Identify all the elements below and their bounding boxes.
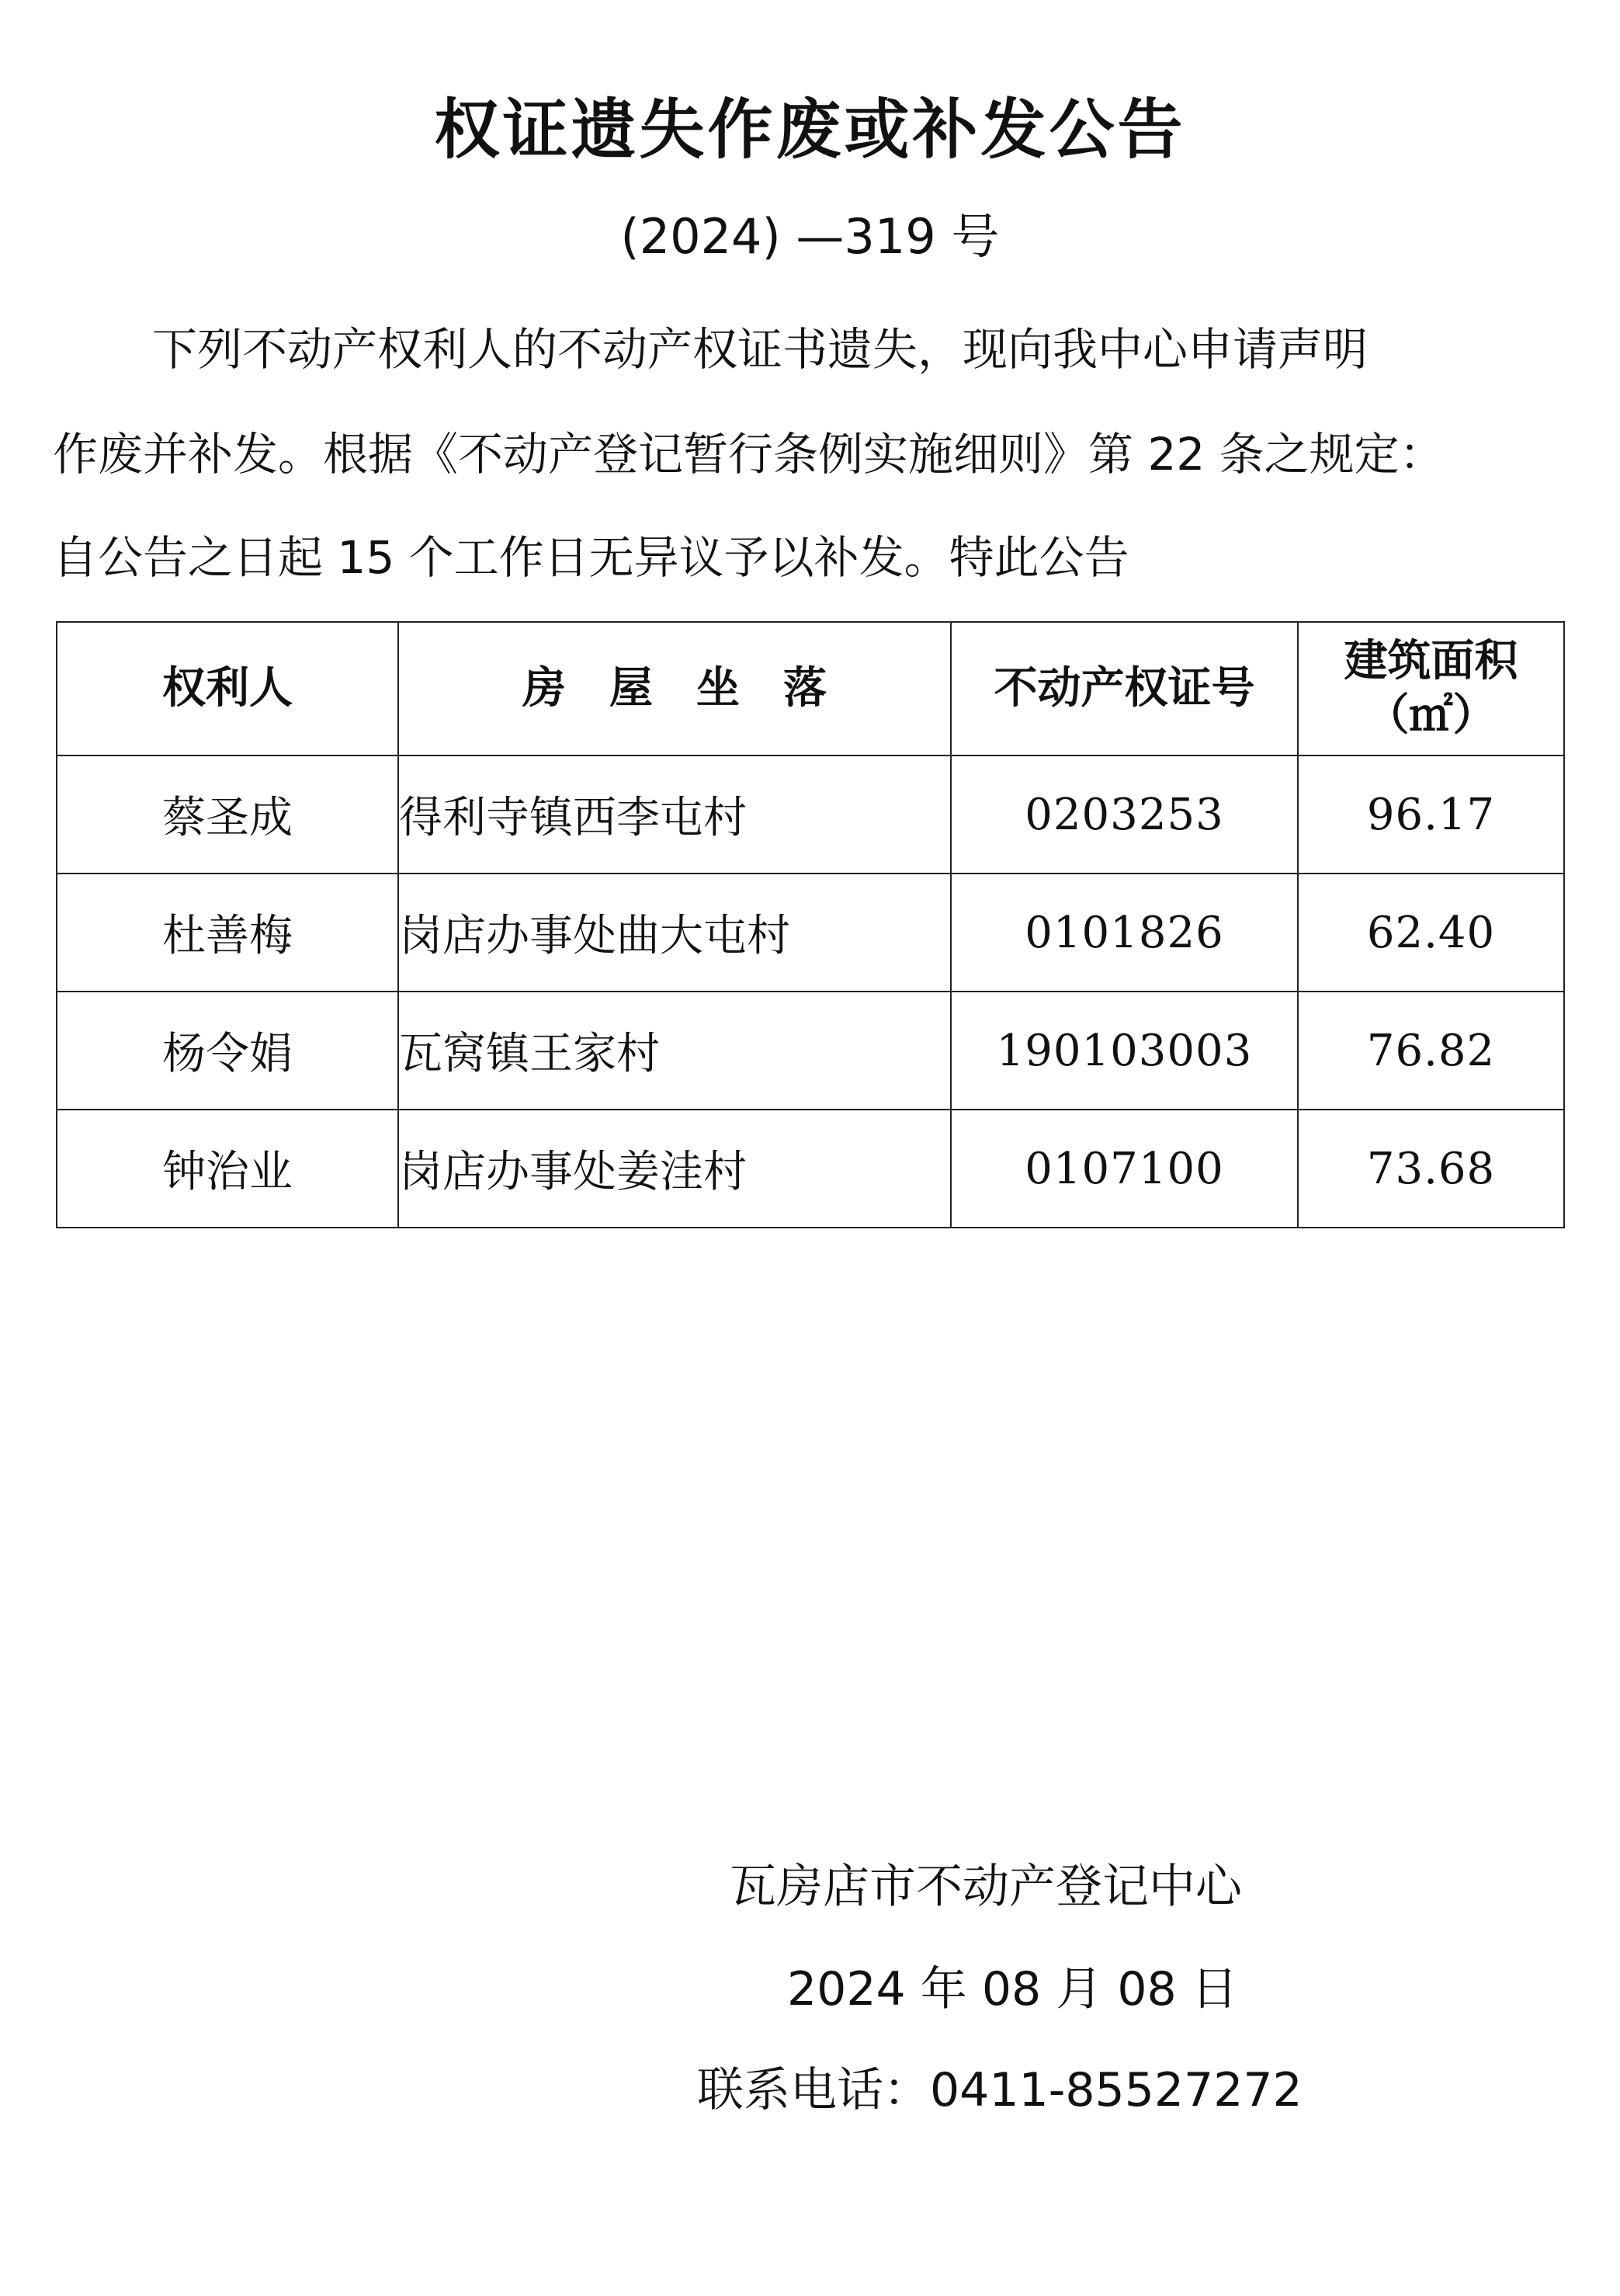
cell-owner: 杜善梅 [57, 874, 398, 992]
cell-cert-number: 190103003 [951, 992, 1298, 1110]
body-text-line-3: 自公告之日起 15 个工作日无异议予以补发。特此公告 [53, 531, 1129, 584]
table-row [57, 874, 1564, 992]
certificate-table [56, 621, 1565, 1228]
body-text-line-2: 作废并补发。根据《不动产登记暂行条例实施细则》第 22 条之规定： [53, 428, 1445, 481]
header-area [1298, 622, 1564, 755]
header-location: 房 屋 坐 落 [398, 622, 951, 755]
cell-location: 得利寺镇西李屯村 [398, 755, 951, 874]
cell-area: 73.68 [1298, 1110, 1564, 1228]
cell-area: 62.40 [1298, 874, 1564, 992]
cell-location: 岗店办事处曲大屯村 [398, 874, 951, 992]
document-number: (2024) —319 号 [620, 208, 1000, 265]
cell-owner: 蔡圣成 [57, 755, 398, 874]
cell-area: 96.17 [1298, 755, 1564, 874]
header-owner: 权利人 [57, 622, 398, 755]
cell-cert-number: 0203253 [951, 755, 1298, 874]
table-row [57, 755, 1564, 874]
table-row [57, 992, 1564, 1110]
cell-cert-number: 0107100 [951, 1110, 1298, 1228]
page-title: 权证遗失作废或补发公告 [434, 92, 1186, 168]
body-text-line-1: 下列不动产权利人的不动产权证书遗失，现向我中心申请声明 [152, 323, 1369, 376]
issuer-name: 瓦房店市不动产登记中心 [730, 1860, 1242, 1914]
cell-area: 76.82 [1298, 992, 1564, 1110]
header-area-unit: （㎡） [1365, 690, 1497, 741]
cell-cert-number: 0101826 [951, 874, 1298, 992]
header-area-label: 建筑面积 [1344, 636, 1518, 686]
header-cert-number: 不动产权证号 [951, 622, 1298, 755]
issue-date: 2024 年 08 月 08 日 [787, 1962, 1238, 2016]
cell-owner: 钟治业 [57, 1110, 398, 1228]
contact-phone: 联系电话：0411-85527272 [697, 2063, 1303, 2117]
cell-location: 岗店办事处姜洼村 [398, 1110, 951, 1228]
cell-owner: 杨令娟 [57, 992, 398, 1110]
table-header-row [57, 622, 1564, 755]
table-row [57, 1110, 1564, 1228]
cell-location: 瓦窝镇王家村 [398, 992, 951, 1110]
